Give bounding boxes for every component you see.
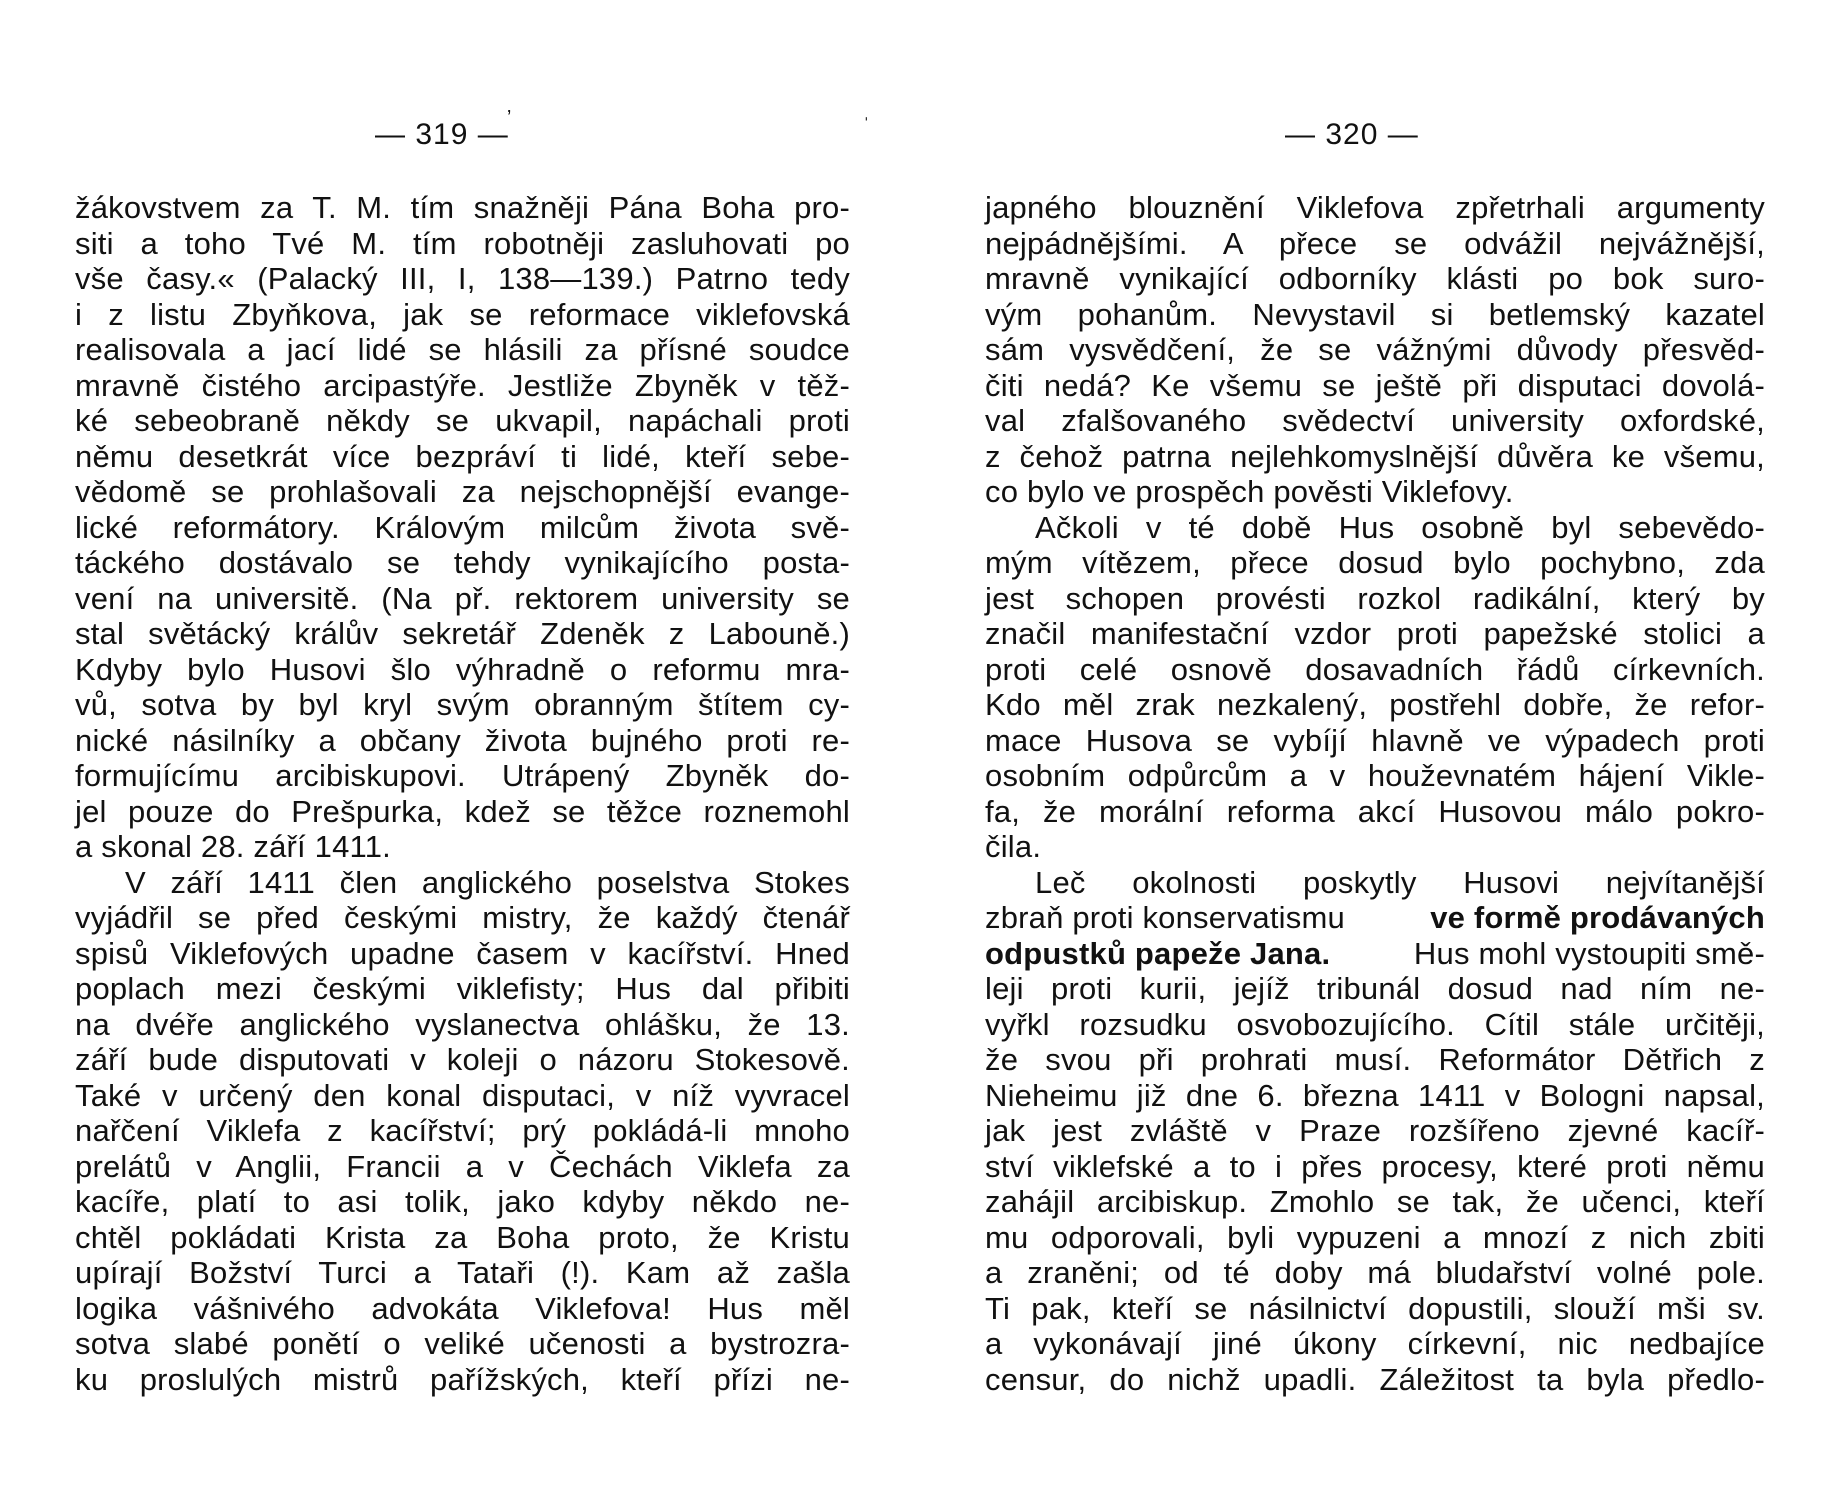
text-line: táckého dostávalo se tehdy vynikajícího posta-	[75, 545, 850, 580]
text-line-mixed	[985, 900, 1765, 936]
text-line: Ačkoli v té době Hus osobně byl sebevědo-	[1035, 509, 1765, 545]
text-line: na dvéře anglického vyslanectva ohlášku, že 13.	[75, 1006, 850, 1042]
text-line: čila.	[985, 829, 1042, 864]
text-run: zbraň proti konservatismu	[985, 900, 1345, 935]
text-line: lické reformátory. Královým milcům života svě-	[75, 509, 850, 545]
text-line: mace Husova se vybíjí hlavně ve výpadech proti	[985, 722, 1765, 758]
text-line: formujícímu arcibiskupovi. Utrápený Zbyněk do-	[75, 758, 850, 793]
text-line: stal světácký králův sekretář Zdeněk z Labouně.)	[75, 616, 850, 651]
text-line: val zfalšovaného svědectví university oxfordské,	[985, 403, 1765, 438]
text-line: září bude disputovati v koleji o názoru Stokesově.	[75, 1042, 850, 1077]
left-page-text	[75, 190, 850, 1397]
text-line: Kdyby bylo Husovi šlo výhradně o reformu mra-	[75, 651, 850, 687]
text-line: ku proslulých mistrů pařížských, kteří přízi ne-	[75, 1361, 850, 1397]
text-line: nejpádnějšími. A přece se odvážil nejvážnější,	[985, 225, 1765, 261]
text-line: Leč okolnosti poskytly Husovi nejvítanější	[1035, 864, 1765, 900]
text-line: i z listu Zbyňkova, jak se reformace viklefovská	[75, 296, 850, 332]
text-line: Také v určený den konal disputaci, v níž vyvracel	[75, 1077, 850, 1113]
text-line: japného blouznění Viklefova zpřetrhali argumenty	[985, 190, 1765, 225]
page-number-left: — 319 —	[375, 118, 509, 151]
text-line: z čehož patrna nejlehkomyslnější důvěra ke všemu,	[985, 438, 1765, 474]
text-line: čiti nedá? Ke všemu se ještě při disputaci dovolá-	[985, 367, 1765, 403]
text-line: mravně vynikající odborníky klásti po bok suro-	[985, 261, 1765, 296]
bold-text-run: odpustků papeže Jana.	[985, 935, 1331, 971]
text-line: spisů Viklefových upadne časem v kacířství. Hned	[75, 935, 850, 971]
text-line: vů, sotva by byl kryl svým obranným štítem cy-	[75, 687, 850, 722]
text-line: vení na universitě. (Na př. rektorem university se	[75, 580, 850, 616]
text-line: sám vysvědčení, že se vážnými důvody přesvěd-	[985, 332, 1765, 367]
right-page-text	[985, 190, 1765, 1397]
text-line: poplach mezi českými viklefisty; Hus dal přibiti	[75, 971, 850, 1006]
text-line: mravně čistého arcipastýře. Jestliže Zbyněk v těž-	[75, 367, 850, 403]
text-line: upírají Božství Turci a Tataři (!). Kam až zašla	[75, 1255, 850, 1290]
text-line: značil manifestační vzdor proti papežské stolici a	[985, 616, 1765, 651]
text-line: a zraněni; od té doby má bludařství volné pole.	[985, 1255, 1765, 1290]
text-line: a vykonávají jiné úkony církevní, nic nedbajíce	[985, 1326, 1765, 1361]
text-line: jak jest zvláště v Praze rozšířeno zjevné kacíř-	[985, 1113, 1765, 1148]
text-line: nařčení Viklefa z kacířství; prý pokládá-li mnoho	[75, 1113, 850, 1148]
text-line: kacíře, platí to asi tolik, jako kdyby někdo ne-	[75, 1184, 850, 1219]
text-line: chtěl pokládati Krista za Boha proto, že Kristu	[75, 1219, 850, 1255]
text-line: sotva slabé ponětí o veliké učenosti a bystrozra-	[75, 1326, 850, 1361]
text-line: žákovstvem za T. M. tím snažněji Pána Boha pro-	[75, 190, 850, 225]
text-line-mixed	[985, 936, 1765, 972]
text-line: fa, že morální reforma akcí Husovou málo pokro-	[985, 793, 1765, 829]
text-line: vyřkl rozsudku osvobozujícího. Cítil stále určitěji,	[985, 1006, 1765, 1042]
text-line: vědomě se prohlašovali za nejschopnější evange-	[75, 474, 850, 509]
text-line: proti celé osnově dosavadních řádů církevních.	[985, 651, 1765, 687]
text-line: siti a toho Tvé M. tím robotněji zasluhovati po	[75, 225, 850, 261]
text-line: ství viklefské a to i přes procesy, které proti němu	[985, 1148, 1765, 1184]
text-line: realisovala a jací lidé se hlásili za přísné soudce	[75, 332, 850, 367]
text-line: jest schopen provésti rozkol radikální, který by	[985, 580, 1765, 616]
text-line: vše časy.« (Palacký III, I, 138—139.) Patrno tedy	[75, 261, 850, 296]
text-line: Ti pak, kteří se násilnictví dopustili, slouží mši sv.	[985, 1290, 1765, 1326]
text-line: V září 1411 člen anglického poselstva Stokes	[125, 864, 850, 900]
text-line: vým pohanům. Nevystavil si betlemský kazatel	[985, 296, 1765, 332]
text-line: leji proti kurii, jejíž tribunál dosud nad ním ne-	[985, 971, 1765, 1006]
text-run: Hus mohl vystoupiti smě-	[1413, 935, 1765, 971]
text-line: prelátů v Anglii, Francii a v Čechách Viklefa za	[75, 1148, 850, 1184]
text-line: mým vítězem, přece dosud bylo pochybno, zda	[985, 545, 1765, 580]
page-number-right: — 320 —	[1285, 118, 1419, 151]
text-line: a skonal 28. září 1411.	[75, 829, 391, 864]
text-line: co bylo ve prospěch pověsti Viklefovy.	[985, 474, 1514, 509]
text-line: zahájil arcibiskup. Zmohlo se tak, že učenci, kteří	[985, 1184, 1765, 1219]
text-line: němu desetkrát více bezpráví ti lidé, kteří sebe-	[75, 438, 850, 474]
text-line: nické násilníky a občany života bujného proti re-	[75, 722, 850, 758]
bold-text-run: ve formě prodávaných	[1430, 900, 1765, 935]
text-line: osobním odpůrcům a v houževnatém hájení Vikle-	[985, 758, 1765, 793]
text-line: Nieheimu již dne 6. března 1411 v Bologni napsal,	[985, 1077, 1765, 1113]
text-line: logika vášnivého advokáta Viklefova! Hus měl	[75, 1290, 850, 1326]
text-line: jel pouze do Prešpurka, kdež se těžce roznemohl	[75, 793, 850, 829]
text-line: censur, do nichž upadli. Záležitost ta byla předlo-	[985, 1361, 1765, 1397]
print-speck: ˈ	[863, 115, 870, 137]
text-line: Kdo měl zrak nezkalený, postřehl dobře, že refor-	[985, 687, 1765, 722]
text-line: mu odporovali, byli vypuzeni a mnozí z nich zbiti	[985, 1219, 1765, 1255]
text-line: ké sebeobraně někdy se ukvapil, napáchali proti	[75, 403, 850, 438]
print-speck: ʼ	[507, 108, 512, 130]
text-line: že svou při prohrati musí. Reformátor Dětřich z	[985, 1042, 1765, 1077]
text-line: vyjádřil se před českými mistry, že každý čtenář	[75, 900, 850, 935]
